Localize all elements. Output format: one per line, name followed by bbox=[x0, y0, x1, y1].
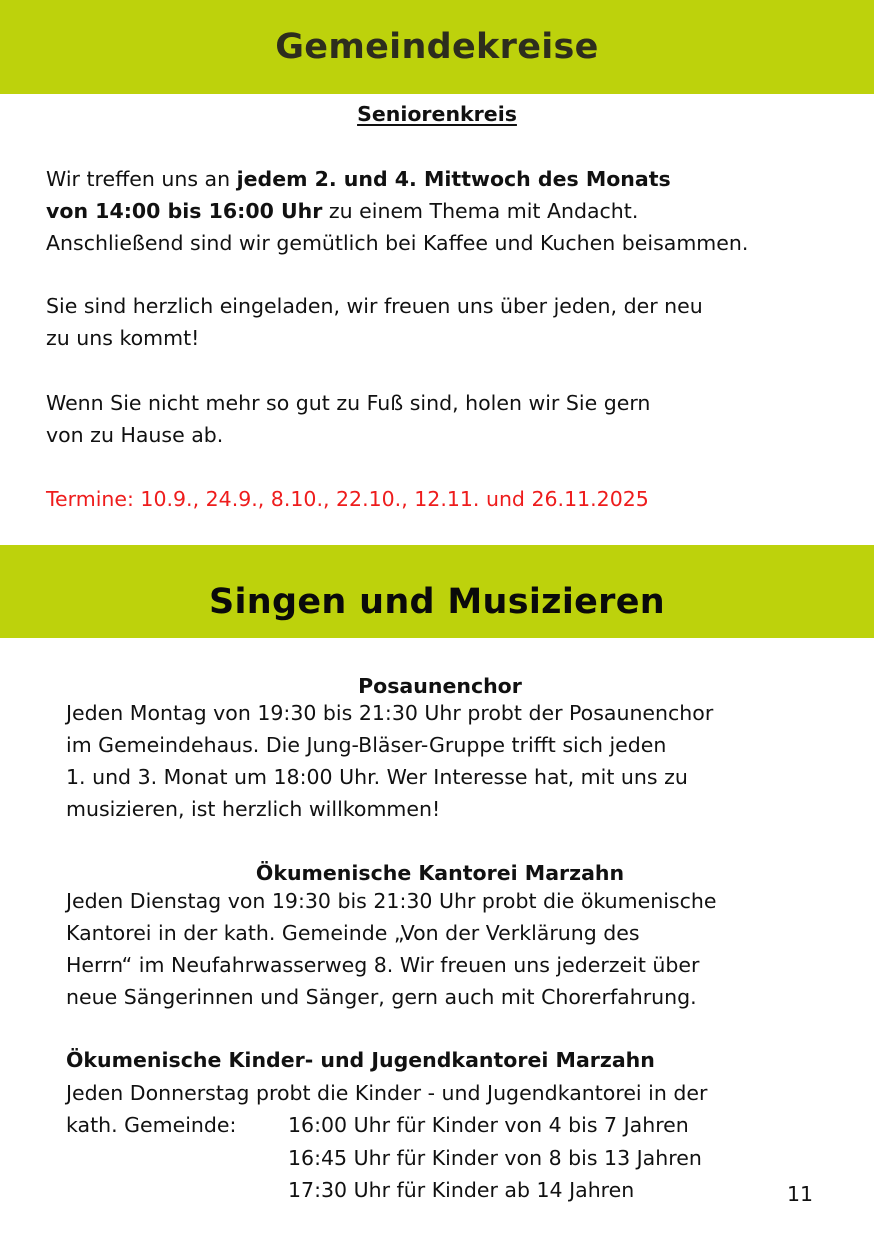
seniorenkreis-line-3: Anschließend sind wir gemütlich bei Kaffee und Kuchen beisammen. bbox=[46, 231, 749, 255]
kantorei-line-1: Jeden Dienstag von 19:30 bis 21:30 Uhr probt die ökumenische bbox=[66, 889, 717, 913]
seniorenkreis-line-1: Wir treffen uns an jedem 2. und 4. Mittwoch des Monats bbox=[46, 167, 671, 191]
posaunenchor-line-1: Jeden Montag von 19:30 bis 21:30 Uhr probt der Posaunenchor bbox=[66, 701, 714, 725]
subheading-kantorei: Ökumenische Kantorei Marzahn bbox=[255, 861, 625, 885]
subheading-seniorenkreis: Seniorenkreis bbox=[357, 102, 517, 126]
kantorei-line-3: Herrn“ im Neufahrwasserweg 8. Wir freuen uns jederzeit über bbox=[66, 953, 700, 977]
time-slot: 17:30 Uhr für Kinder ab 14 Jahren bbox=[288, 1178, 635, 1202]
jugendkantorei-line-2: kath. Gemeinde: bbox=[66, 1113, 237, 1137]
time-slot: 16:45 Uhr für Kinder von 8 bis 13 Jahren bbox=[288, 1146, 702, 1170]
jugendkantorei-line-1: Jeden Donnerstag probt die Kinder - und Jugendkantorei in der bbox=[66, 1081, 708, 1105]
header-band-gemeindekreise bbox=[0, 0, 874, 94]
section-title-gemeindekreise: Gemeindekreise bbox=[275, 27, 599, 67]
invitation-line-1: Sie sind herzlich eingeladen, wir freuen uns über jeden, der neu bbox=[46, 294, 703, 318]
posaunenchor-line-4: musizieren, ist herzlich willkommen! bbox=[66, 797, 441, 821]
posaunenchor-line-2: im Gemeindehaus. Die Jung-Bläser-Gruppe trifft sich jeden bbox=[66, 733, 667, 757]
section-title-singen-und-musizieren: Singen und Musizieren bbox=[209, 581, 665, 622]
subheading-posaunenchor: Posaunenchor bbox=[358, 674, 522, 698]
subheading-jugendkantorei: Ökumenische Kinder- und Jugendkantorei Marzahn bbox=[66, 1048, 655, 1072]
kantorei-line-4: neue Sängerinnen und Sänger, gern auch mit Chorerfahrung. bbox=[66, 985, 697, 1009]
dates-line: Termine: 10.9., 24.9., 8.10., 22.10., 12.11. und 26.11.2025 bbox=[46, 487, 649, 511]
time-slot: 16:00 Uhr für Kinder von 4 bis 7 Jahren bbox=[288, 1113, 689, 1137]
pickup-line-2: von zu Hause ab. bbox=[46, 423, 224, 447]
pickup-line-1: Wenn Sie nicht mehr so gut zu Fuß sind, holen wir Sie gern bbox=[46, 391, 651, 415]
header-band-singen-und-musizieren bbox=[0, 545, 874, 638]
invitation-line-2: zu uns kommt! bbox=[46, 326, 200, 350]
seniorenkreis-line-2: von 14:00 bis 16:00 Uhr zu einem Thema mit Andacht. bbox=[46, 199, 639, 223]
kantorei-line-2: Kantorei in der kath. Gemeinde „Von der Verklärung des bbox=[66, 921, 640, 945]
posaunenchor-line-3: 1. und 3. Monat um 18:00 Uhr. Wer Interesse hat, mit uns zu bbox=[66, 765, 688, 789]
page-number: 11 bbox=[787, 1182, 814, 1206]
